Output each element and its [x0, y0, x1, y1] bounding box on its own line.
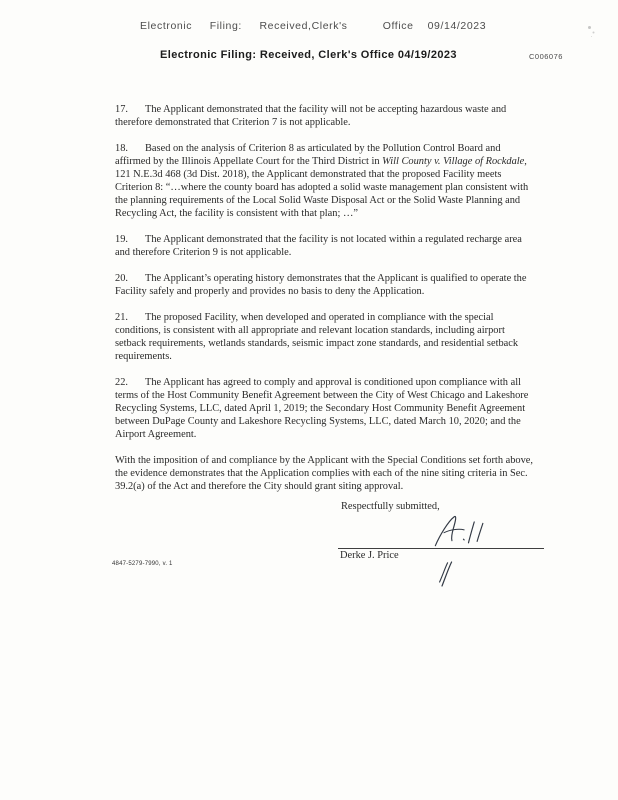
paragraph-number: 21. — [115, 312, 128, 323]
signature-mark-icon — [420, 514, 504, 550]
paragraph-21 — [115, 311, 534, 363]
filing-stamp-line-2: Electronic Filing: Received, Clerk's Office 04/19/2023 — [160, 49, 457, 61]
paragraph-18 — [115, 142, 534, 220]
case-citation: Will County v. Village of Rockdale — [382, 156, 525, 167]
signatory-name: Derke J. Price — [340, 550, 399, 561]
document-body — [115, 103, 534, 506]
paragraph-19 — [115, 233, 534, 259]
filing-stamp-code: C006076 — [529, 52, 563, 61]
paragraph-text: The Applicant demonstrated that the facility is not located within a regulated recharge area and therefore Criterion 9 is not applicable. — [115, 234, 522, 258]
paragraph-17 — [115, 103, 534, 129]
paragraph-text: The Applicant has agreed to comply and approval is conditioned upon compliance with all terms of the Host Community Benefit Agreement between the City of West Chicago and Lakeshore Recycling Systems, LLC, dated April 1, 2019; the Secondary Host Community Benefit Agreement between DuPage County and Lakeshore Recycling Systems, LLC, dated March 10, 2020; and the Airport Agreement. — [115, 377, 529, 440]
filing-stamp-line-1: Electronic Filing: Received,Clerk's Office 09/14/2023 — [140, 20, 487, 32]
paragraph-22 — [115, 376, 534, 441]
paragraph-number: 18. — [115, 143, 128, 154]
scan-artifact — [588, 26, 591, 29]
closing-paragraph: With the imposition of and compliance by the Applicant with the Special Conditions set forth above, the evidence demonstrates that the Application complies with each of the nine siting criteria in Sec. 39.2(a) of the Act and therefore the City should grant siting approval. — [115, 455, 534, 492]
paragraph-number: 22. — [115, 377, 128, 388]
signature-block — [338, 501, 544, 601]
document-id-footer: 4847-5279-7990, v. 1 — [112, 561, 173, 567]
paragraph-number: 19. — [115, 234, 128, 245]
paragraph-text: Based on the analysis of Criterion 8 as articulated by the Pollution Control Board and affirmed by the Illinois Appellate Court for the Third District in — [115, 143, 501, 167]
paragraph-text: The Applicant demonstrated that the facility will not be accepting hazardous waste and therefore demonstrated that Criterion 7 is not applicable. — [115, 104, 507, 128]
paragraph-number: 20. — [115, 273, 128, 284]
signature-salutation: Respectfully submitted, — [341, 501, 440, 512]
paragraph-text: , 121 N.E.3d 468 (3d Dist. 2018), the Applicant demonstrated that the proposed Facility meets Criterion 8: “…where the county board has adopted a solid waste management plan consistent with the planning requirements of the Local Solid Waste Disposal Act or the Solid Waste Planning and Recycling Act, the facility is consistent with that plan; …” — [115, 156, 529, 219]
paragraph-text: The Applicant’s operating history demonstrates that the Applicant is qualified to operate the Facility safely and properly and provides no basis to deny the Application. — [115, 273, 527, 297]
signature-line — [338, 548, 544, 549]
paragraph-number: 17. — [115, 104, 128, 115]
paragraph-20 — [115, 272, 534, 298]
signature-flourish-icon — [438, 558, 454, 590]
paragraph-text: The proposed Facility, when developed and operated in compliance with the special conditions, is consistent with all appropriate and relevant location standards, including airport setback requirements, wetlands standards, seismic impact zone standards, and residential setback requirements. — [115, 312, 519, 362]
